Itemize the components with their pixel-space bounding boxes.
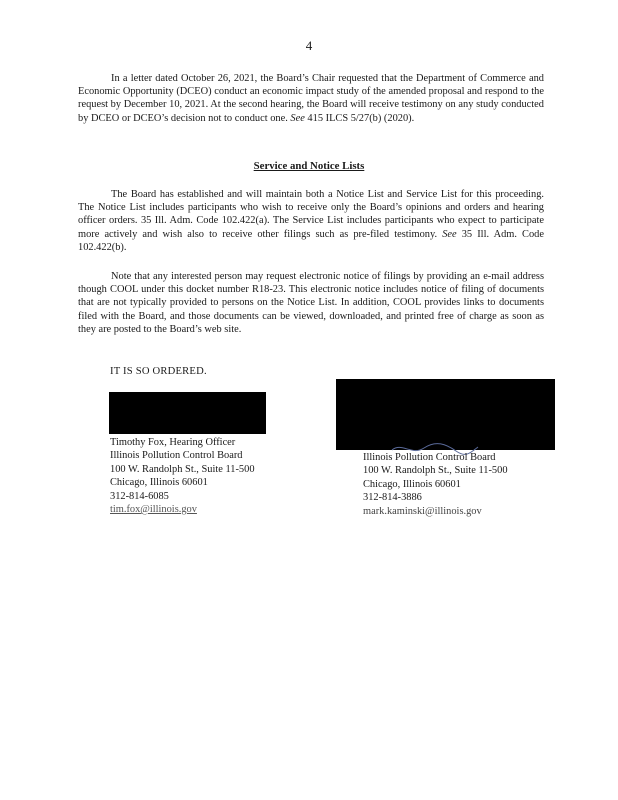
see-citation: See — [442, 228, 457, 240]
redacted-signature-left — [109, 392, 266, 434]
order-statement: IT IS SO ORDERED. — [110, 366, 207, 377]
see-citation: See — [290, 112, 305, 124]
signer-address: 100 W. Randolph St., Suite 11-500 — [110, 463, 255, 475]
citation-text: 35 Ill. Adm. Code 102.422(b). — [78, 228, 544, 253]
signature-block-hearing-officer — [110, 436, 255, 516]
signature-block-board — [363, 451, 508, 518]
paragraph-electronic-notice: Note that any interested person may request electronic notice of filings by providing an e-mail address though COOL under this docket number R18-23. This electronic notice includes notice of filing of documents that are not typically provided to persons on the Notice List. In addition, COOL provides links to documents filed with the Board, and those documents can be viewed, downloaded, and printed free of charge as soon as they are posted to the Board’s web site. — [78, 271, 544, 335]
paragraph-text: In a letter dated October 26, 2021, the Board’s Chair requested that the Department of Commerce and Economic Opportunity (DCEO) conduct an economic impact study of the amended proposal and respond to the request by December 10, 2021. At the second hearing, the Board will receive testimony on any study conducted by DCEO or DCEO’s decision not to conduct one. — [78, 73, 544, 124]
citation-text: 415 ILCS 5/27(b) (2020). — [304, 112, 415, 124]
paragraph-service-lists — [78, 188, 544, 254]
signer-city: Chicago, Illinois 60601 — [363, 478, 461, 490]
signer-organization: Illinois Pollution Control Board — [363, 452, 496, 463]
signer-city: Chicago, Illinois 60601 — [110, 477, 208, 489]
paragraph-economic-impact — [78, 72, 544, 125]
signer-email[interactable]: mark.kaminski@illinois.gov — [363, 505, 482, 517]
signer-organization: Illinois Pollution Control Board — [110, 450, 243, 462]
signer-address: 100 W. Randolph St., Suite 11-500 — [363, 465, 508, 477]
section-heading: Service and Notice Lists — [253, 160, 365, 172]
signer-email-link[interactable]: tim.fox@illinois.gov — [110, 504, 197, 516]
signer-phone: 312-814-3886 — [363, 492, 422, 504]
page-number: 4 — [305, 38, 313, 53]
paragraph-text: The Board has established and will maintain both a Notice List and Service List for this proceeding. The Notice List includes participants who wish to receive only the Board’s opinions and orders and hearing officer orders. 35 Ill. Adm. Code 102.422(a). The Service List includes participants who expect to participate more actively and wish also to receive other filings such as pre-filed testimony. — [78, 189, 544, 240]
signer-phone: 312-814-6085 — [110, 490, 169, 502]
signer-name-title: Timothy Fox, Hearing Officer — [110, 437, 236, 448]
